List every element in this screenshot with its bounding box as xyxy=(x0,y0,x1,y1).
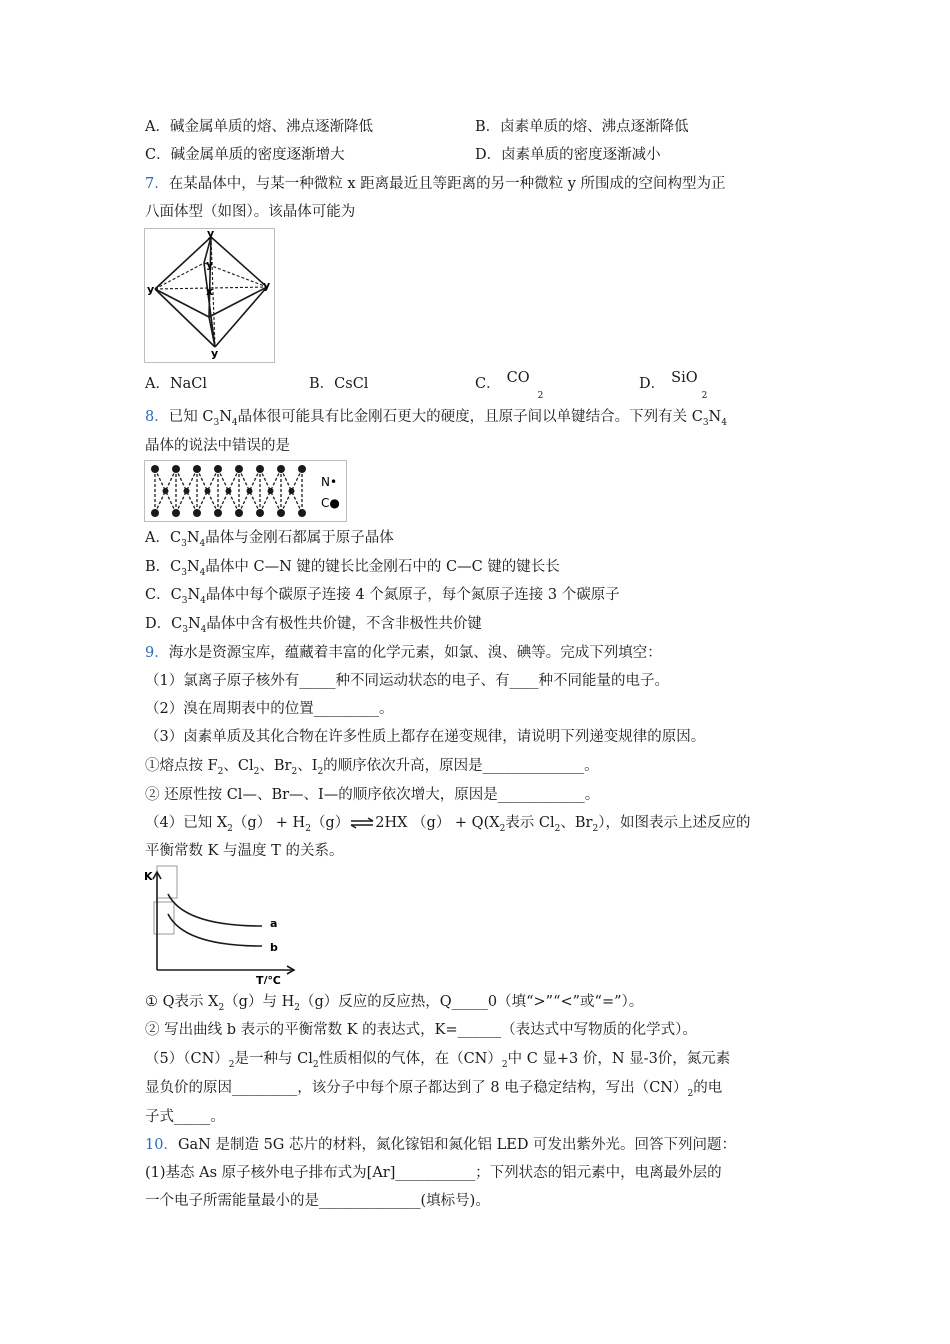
q7-option-c: C． $CO_2$ xyxy=(475,370,544,401)
q9-part4a: ① Q表示 $X_2(g)$与 $H_2(g)$反应的反应热，Q_____0（填“>”“<”或“=”）。 xyxy=(145,994,644,1013)
q7-option-d: D． SiO$_2$ xyxy=(639,370,708,401)
octahedron-figure xyxy=(144,228,275,363)
nitrogen-atom xyxy=(184,488,190,494)
q8-stem-line2: 晶体的说法中错误的是 xyxy=(145,438,290,454)
q10-number: 10． xyxy=(145,1137,178,1153)
q9-part5-line3: 子式_____。 xyxy=(145,1109,225,1125)
curve-label-b: b xyxy=(270,941,278,954)
q9-part5-line1: $(5)(CN)_2$是一种与 $Cl_2$性质相似的气体，在$(CN)_2$中 C 显+3 价，N 显-3价，氮元素 xyxy=(145,1051,731,1070)
q10-part1-line1: (1)基态 As 原子核外电子排布式为[Ar]___________；下列状态的铝元素中，电离最外层的 xyxy=(145,1165,722,1181)
q7-option-a: A．NaCl xyxy=(145,376,208,392)
axis-label-k: K xyxy=(144,870,153,883)
q8-number: 8． xyxy=(145,409,169,425)
q7-option-b: B．CsCl xyxy=(309,376,369,392)
carbon-atom xyxy=(298,465,306,473)
q9-part4b: ② 写出曲线 b 表示的平衡常数 K 的表达式，K=______（表达式中写物质的化学式）。 xyxy=(145,1022,697,1038)
label-y-bottom: y xyxy=(211,347,219,360)
label-x-center: x xyxy=(206,285,214,298)
carbon-atom xyxy=(214,509,222,517)
label-y-back: y xyxy=(206,258,214,271)
carbon-atom xyxy=(193,509,201,517)
carbon-atom xyxy=(193,465,201,473)
q9-part3a: ①熔点按 $F_2$、$Cl_2$、$Br_2$、$I_2$的顺序依次升高，原因是______________。 xyxy=(145,758,599,777)
q7-number: 7． xyxy=(145,176,169,192)
carbon-atom xyxy=(214,465,222,473)
label-y-top: y xyxy=(207,229,215,240)
nitrogen-atom xyxy=(289,488,295,494)
carbon-atom xyxy=(277,509,285,517)
q7-stem-line2: 八面体型（如图）。该晶体可能为 xyxy=(145,204,356,220)
carbon-atom xyxy=(235,509,243,517)
q10-stem: 10．GaN 是制造 5G 芯片的材料，氮化镓铝和氮化铝 LED 可发出紫外光。回答下列问题： xyxy=(145,1137,737,1153)
q8-option-d: D．$C_3N_4$晶体中含有极性共价键，不含非极性共价键 xyxy=(145,616,482,635)
q7-options xyxy=(145,370,945,402)
q8-stem-line1: 8．已知 $C_3N_4$晶体很可能具有比金刚石更大的硬度，且原子间以单键结合。下列有关 $C_3N_4$ xyxy=(145,409,727,428)
q6-option-c: C．碱金属单质的密度逐渐增大 xyxy=(145,147,345,163)
nitrogen-atom xyxy=(163,488,169,494)
q7-d-formula: SiO xyxy=(671,370,698,386)
nitrogen-atom xyxy=(226,488,232,494)
legend-n: N• xyxy=(321,475,338,489)
q7-stem-line1 xyxy=(145,174,726,194)
equilibrium-arrow-icon xyxy=(349,817,375,829)
carbon-atom xyxy=(256,465,264,473)
q9-part2: （2）溴在周期表中的位置_________。 xyxy=(145,701,394,717)
q9-part4-line1: （4）已知 $X_2(g) + H_2(g)$ 2HX $(g) + Q(X_2$表示 $Cl_2$、$Br_2$），如图表示上述反应的 xyxy=(145,815,751,834)
carbon-atom xyxy=(172,509,180,517)
carbon-atom xyxy=(151,465,159,473)
q8-option-b: B．$C_3N_4$晶体中 C—N 键的键长比金刚石中的 C—C 键的键长长 xyxy=(145,559,560,578)
legend-c: C● xyxy=(321,496,340,510)
k-vs-t-graph xyxy=(144,864,304,984)
nitrogen-atom xyxy=(205,488,211,494)
label-y-right: y xyxy=(263,279,271,292)
carbon-atom xyxy=(256,509,264,517)
q6-option-d: D．卤素单质的密度逐渐减小 xyxy=(475,147,661,163)
q7-text: 在某晶体中，与某一种微粒 x 距离最近且等距离的另一种微粒 y 所围成的空间构型为正 xyxy=(168,176,726,192)
q9-part4-line2: 平衡常数 K 与温度 T 的关系。 xyxy=(145,843,344,859)
label-y-left: y xyxy=(147,283,155,296)
nitrogen-atom xyxy=(247,488,253,494)
q8-option-a: A．$C_3N_4$晶体与金刚石都属于原子晶体 xyxy=(145,530,394,549)
q9-part3: （3）卤素单质及其化合物在许多性质上都存在递变规律，请说明下列递变规律的原因。 xyxy=(145,729,706,745)
q6-option-b: B．卤素单质的熔、沸点逐渐降低 xyxy=(475,119,689,135)
q9-intro: 9．海水是资源宝库，蕴藏着丰富的化学元素，如氯、溴、碘等。完成下列填空： xyxy=(145,645,662,661)
q9-number: 9． xyxy=(145,645,169,661)
nitrogen-atom xyxy=(268,488,274,494)
carbon-atom xyxy=(172,465,180,473)
carbon-atom xyxy=(151,509,159,517)
q6-option-a: A．碱金属单质的熔、沸点逐渐降低 xyxy=(145,119,373,135)
q9-part5-line2: 显负价的原因_________，该分子中每个原子都达到了 8 电子稳定结构，写出$(CN)_2$的电 xyxy=(145,1080,723,1099)
carbon-atom xyxy=(277,465,285,473)
carbon-atom xyxy=(298,509,306,517)
q8-option-c: C．$C_3N_4$晶体中每个碳原子连接 4 个氮原子，每个氮原子连接 3 个碳原子 xyxy=(145,587,620,606)
q10-part1-line2: 一个电子所需能量最小的是______________(填标号)。 xyxy=(145,1193,490,1209)
c3n4-structure-figure xyxy=(144,460,347,522)
q9-part3b: ② 还原性按 Cl—、Br—、I—的顺序依次增大，原因是____________。 xyxy=(145,787,600,803)
q7-c-formula: CO xyxy=(506,370,530,386)
carbon-atom xyxy=(235,465,243,473)
axis-label-t: T/℃ xyxy=(256,974,281,984)
curve-label-a: a xyxy=(270,917,278,930)
q9-part1: （1）氯离子原子核外有_____种不同运动状态的电子、有____种不同能量的电子。 xyxy=(145,673,669,689)
